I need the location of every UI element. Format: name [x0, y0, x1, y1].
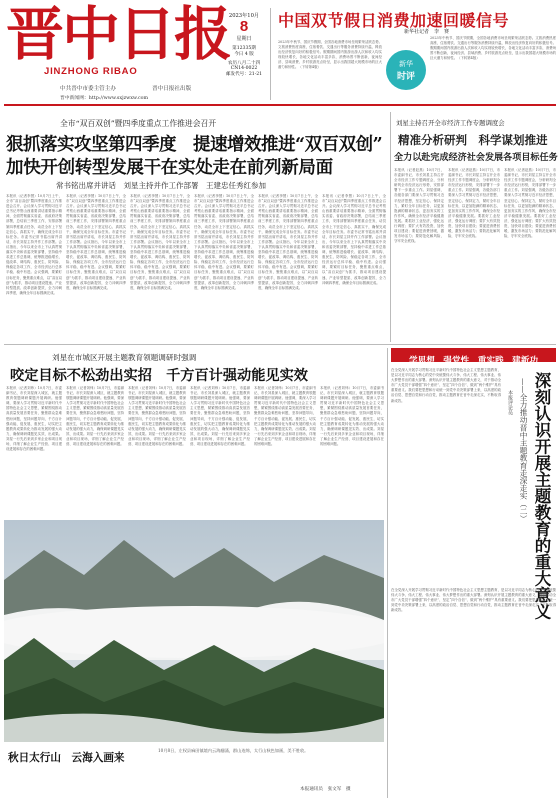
right-body-col-3: 本报讯（记者赵燕）10月7日，市委副书记、市长刘星主持召开全市经济工作专题调度会，分析研判全市经济运行形势，安排部署下一步重点工作。刘星强调，各级各部门要深入学习贯彻习近平经济思想，坚定信心、保持定力，紧盯全年目标任务，以更加饱满的精神状态、更加务实的工作作风，确保全市经济平稳健康发展。要抓好工业经济，强化运行调度；要扩大有效投资，加快项目建设；要促进消费回暖，激发市场活力；要防范化解风险，守牢安全底线。	[504, 168, 556, 239]
top-story-body-right: 2023年中秋节、国庆节假期，全国各地消费市场呈现繁荣活跃态势。文旅消费热度高涨，住宿餐饮、交通出行等服务消费持续升温，释放出经济恢复向好的积极信号。假期期间国内旅游出游人次和收入均实现较快增长，各地文化活动丰富多彩，消费场景不断创新，夜间经济、县域消费、乡村旅游亮点纷呈，显示出我国超大规模市场的巨大潜力和韧性。（下转第4版）	[430, 36, 556, 61]
commentary-title: 深刻认识开展主题教育的重大意义	[532, 372, 551, 620]
lead-body-col-4: 本报讯（记者李慧）10月7日上午，全市“双百双创”暨四季度重点工作推进会召开。会议深入学习贯彻习近平总书记考察山西重要讲话重要指示精神，全面贯彻落实省委、省政府决策部署，总结前三季度工作，安排部署第四季度重点任务，动员全市上下坚定信心、真抓实干，确保完成全年目标任务。市委书记常书铭出席并讲话，市长刘星主持并作工作部署。会议指出，今年以来全市上下认真贯彻落实中央和省委决策部署，坚持稳中求进工作总基调，统筹推进稳增长、促改革、调结构、惠民生、防风险、保稳定各项工作，全市经济运行总体平稳、稳中有进。会议强调，要紧盯目标任务，聚焦重点难点，以“双百双创”为抓手，推动项目建设提速、产业转型提质、改革创新提效，全力冲刺四季度，确保全年目标圆满完成。	[194, 194, 254, 290]
date-weekday: 星期日	[236, 36, 252, 42]
mid-body-col-5: 本报讯（记者刘炜）10月7日，市委副书记、市长刘星深入城区，就主题教育领题调研课题开展调研。他强调，要深入学习贯彻习近平新时代中国特色社会主义思想，紧紧围绕推动高质量发展首要任务，聚焦群众急难愁盼问题，坚持问题导向，千方百计强动能、促发展、惠民生，切实把主题教育成果转化为推动发展的强大动力，确保调研课题见实效、出成果。刘星一行先后来到多家企业和项目现场，详细了解企业生产经营、项目建设进展和存在的困难问题。	[254, 386, 316, 447]
date-year-month: 2023年10月	[228, 13, 260, 19]
photo-credit: 本报通讯员 张文军 摄	[300, 787, 351, 792]
top-story-byline: 新华社记者 李 赛	[404, 29, 450, 35]
mid-kicker: 刘星在市城区开展主题教育领题调研时强调	[52, 353, 197, 362]
landscape-photo-art	[4, 520, 384, 742]
top-story-title: 中国双节假日消费加速回暖信号	[278, 11, 510, 30]
date-block	[221, 12, 267, 77]
masthead-pinyin: JINZHONG RIBAO	[44, 66, 138, 77]
mid-body-col-3: 本报讯（记者刘炜）10月7日，市委副书记、市长刘星深入城区，就主题教育领题调研课题开展调研。他强调，要深入学习贯彻习近平新时代中国特色社会主义思想，紧紧围绕推动高质量发展首要任务，聚焦群众急难愁盼问题，坚持问题导向，千方百计强动能、促发展、惠民生，切实把主题教育成果转化为推动发展的强大动力，确保调研课题见实效、出成果。刘星一行先后来到多家企业和项目现场，详细了解企业生产经营、项目建设进展和存在的困难问题。	[128, 386, 186, 447]
lead-body-col-2: 本报讯（记者李慧）10月7日上午，全市“双百双创”暨四季度重点工作推进会召开。会议深入学习贯彻习近平总书记考察山西重要讲话重要指示精神，全面贯彻落实省委、省政府决策部署，总结前三季度工作，安排部署第四季度重点任务，动员全市上下坚定信心、真抓实干，确保完成全年目标任务。市委书记常书铭出席并讲话，市长刘星主持并作工作部署。会议指出，今年以来全市上下认真贯彻落实中央和省委决策部署，坚持稳中求进工作总基调，统筹推进稳增长、促改革、调结构、惠民生、防风险、保稳定各项工作，全市经济运行总体平稳、稳中有进。会议强调，要紧盯目标任务，聚焦重点难点，以“双百双创”为抓手，推动项目建设提速、产业转型提质、改革创新提效，全力冲刺四季度，确保全年目标圆满完成。	[66, 194, 126, 290]
lead-title-1: 狠抓落实攻坚第四季度 提速增效推进“双百双创”	[6, 135, 383, 155]
lunar-date: 农历八月二十四	[227, 61, 261, 66]
commentary-divider	[387, 348, 388, 798]
postal-code: 邮发代号：21-21	[225, 72, 263, 77]
date-day: 8	[239, 18, 249, 35]
masthead-org: 中共晋中市委主管主办	[60, 86, 116, 92]
issue-total: 第12335期	[232, 46, 256, 51]
issue-pages: 今日 4 版	[234, 52, 254, 57]
commentary-body-col-2: 在全党深入开展学习贯彻习近平新时代中国特色社会主义思想主题教育，是以习近平同志为核心的党中央统揽伟大斗争、伟大工程、伟大事业、伟大梦想作出的重大部署。深刻认识开展主题教育的重大意义，对于推动全市广大党员干部增强“四个意识”、坚定“四个自信”、做到“两个维护”具有重要意义。我们要把思想和行动统一到党中央决策部署上来，以高度的政治自觉、思想自觉和行动自觉，推动主题教育在晋中走深走实，不断取得新成效。	[391, 588, 556, 613]
commentary-body-col-1: 在全党深入开展学习贯彻习近平新时代中国特色社会主义思想主题教育，是以习近平同志为核心的党中央统揽伟大斗争、伟大工程、伟大事业、伟大梦想作出的重大部署。深刻认识开展主题教育的重大意义，对于推动全市广大党员干部增强“四个意识”、坚定“四个自信”、做到“两个维护”具有重要意义。我们要把思想和行动统一到党中央决策部署上来，以高度的政治自觉、思想自觉和行动自觉，推动主题教育在晋中走深走实，不断取得新成效。	[391, 368, 501, 403]
commentary-subtitle: ——全力推动晋中主题教育走深走实（二）	[519, 378, 528, 523]
mid-body-col-1: 本报讯（记者刘炜）10月7日，市委副书记、市长刘星深入城区，就主题教育领题调研课题开展调研。他强调，要深入学习贯彻习近平新时代中国特色社会主义思想，紧紧围绕推动高质量发展首要任务，聚焦群众急难愁盼问题，坚持问题导向，千方百计强动能、促发展、惠民生，切实把主题教育成果转化为推动发展的强大动力，确保调研课题见实效、出成果。刘星一行先后来到多家企业和项目现场，详细了解企业生产经营、项目建设进展和存在的困难问题。	[6, 386, 62, 452]
landscape-photo	[4, 520, 384, 742]
lead-body-col-1: 本报讯（记者李慧）10月7日上午，全市“双百双创”暨四季度重点工作推进会召开。会议深入学习贯彻习近平总书记考察山西重要讲话重要指示精神，全面贯彻落实省委、省政府决策部署，总结前三季度工作，安排部署第四季度重点任务，动员全市上下坚定信心、真抓实干，确保完成全年目标任务。市委书记常书铭出席并讲话，市长刘星主持并作工作部署。会议指出，今年以来全市上下认真贯彻落实中央和省委决策部署，坚持稳中求进工作总基调，统筹推进稳增长、促改革、调结构、惠民生、防风险、保稳定各项工作，全市经济运行总体平稳、稳中有进。会议强调，要紧盯目标任务，聚焦重点难点，以“双百双创”为抓手，推动项目建设提速、产业转型提质、改革创新提效，全力冲刺四季度，确保全年目标圆满完成。	[6, 194, 62, 295]
mid-title: 咬定目标不松劲出实招 千方百计强动能见实效	[10, 368, 308, 384]
mid-body-col-4: 本报讯（记者刘炜）10月7日，市委副书记、市长刘星深入城区，就主题教育领题调研课题开展调研。他强调，要深入学习贯彻习近平新时代中国特色社会主义思想，紧紧围绕推动高质量发展首要任务，聚焦群众急难愁盼问题，坚持问题导向，千方百计强动能、促发展、惠民生，切实把主题教育成果转化为推动发展的强大动力，确保调研课题见实效、出成果。刘星一行先后来到多家企业和项目现场，详细了解企业生产经营、项目建设进展和存在的困难问题。	[190, 386, 250, 447]
masthead-rule	[4, 104, 556, 106]
theme-banner	[391, 348, 556, 366]
xinhua-commentary-badge	[386, 50, 426, 90]
lead-byline: 常书铭出席并讲话 刘星主持并作工作部署 王建忠任秀红参加	[56, 181, 266, 190]
lead-kicker: 全市“双百双创”暨四季度重点工作推进会召开	[60, 119, 217, 128]
theme-banner-text: 学思想 强党性 重实践 建新功	[409, 356, 538, 366]
column-divider	[390, 112, 391, 342]
masthead-website: 晋中新闻网：http://www.sxjzwxw.com	[60, 96, 149, 101]
photo-description: 10月8日，左权县麻田镇境内云海翻涌，群山连绵，太行山秋色如画，美不胜收。	[158, 748, 309, 753]
masthead-divider-v	[270, 8, 271, 100]
cn-number: CN14-0022	[230, 66, 258, 71]
lead-body-col-5: 本报讯（记者李慧）10月7日上午，全市“双百双创”暨四季度重点工作推进会召开。会议深入学习贯彻习近平总书记考察山西重要讲话重要指示精神，全面贯彻落实省委、省政府决策部署，总结前三季度工作，安排部署第四季度重点任务，动员全市上下坚定信心、真抓实干，确保完成全年目标任务。市委书记常书铭出席并讲话，市长刘星主持并作工作部署。会议指出，今年以来全市上下认真贯彻落实中央和省委决策部署，坚持稳中求进工作总基调，统筹推进稳增长、促改革、调结构、惠民生、防风险、保稳定各项工作，全市经济运行总体平稳、稳中有进。会议强调，要紧盯目标任务，聚焦重点难点，以“双百双创”为抓手，推动项目建设提速、产业转型提质、改革创新提效，全力冲刺四季度，确保全年目标圆满完成。	[258, 194, 318, 290]
lead-body-col-3: 本报讯（记者李慧）10月7日上午，全市“双百双创”暨四季度重点工作推进会召开。会议深入学习贯彻习近平总书记考察山西重要讲话重要指示精神，全面贯彻落实省委、省政府决策部署，总结前三季度工作，安排部署第四季度重点任务，动员全市上下坚定信心、真抓实干，确保完成全年目标任务。市委书记常书铭出席并讲话，市长刘星主持并作工作部署。会议指出，今年以来全市上下认真贯彻落实中央和省委决策部署，坚持稳中求进工作总基调，统筹推进稳增长、促改革、调结构、惠民生、防风险、保稳定各项工作，全市经济运行总体平稳、稳中有进。会议强调，要紧盯目标任务，聚焦重点难点，以“双百双创”为抓手，推动项目建设提速、产业转型提质、改革创新提效，全力冲刺四季度，确保全年目标圆满完成。	[130, 194, 190, 290]
right-title-2: 全力以赴完成经济社会发展各项目标任务	[394, 152, 558, 163]
right-kicker: 刘星主持召开全市经济工作专题调度会	[396, 119, 505, 127]
mid-body-col-6: 本报讯（记者刘炜）10月7日，市委副书记、市长刘星深入城区，就主题教育领题调研课题开展调研。他强调，要深入学习贯彻习近平新时代中国特色社会主义思想，紧紧围绕推动高质量发展首要任务，聚焦群众急难愁盼问题，坚持问题导向，千方百计强动能、促发展、惠民生，切实把主题教育成果转化为推动发展的强大动力，确保调研课题见实效、出成果。刘星一行先后来到多家企业和项目现场，详细了解企业生产经营、项目建设进展和存在的困难问题。	[320, 386, 384, 447]
mid-body-col-2: 本报讯（记者刘炜）10月7日，市委副书记、市长刘星深入城区，就主题教育领题调研课题开展调研。他强调，要深入学习贯彻习近平新时代中国特色社会主义思想，紧紧围绕推动高质量发展首要任务，聚焦群众急难愁盼问题，坚持问题导向，千方百计强动能、促发展、惠民生，切实把主题教育成果转化为推动发展的强大动力，确保调研课题见实效、出成果。刘星一行先后来到多家企业和项目现场，详细了解企业生产经营、项目建设进展和存在的困难问题。	[66, 386, 124, 447]
commentary-author: 本报评论员	[507, 390, 513, 415]
lead-body-col-6: 本报讯（记者李慧）10月7日上午，全市“双百双创”暨四季度重点工作推进会召开。会议深入学习贯彻习近平总书记考察山西重要讲话重要指示精神，全面贯彻落实省委、省政府决策部署，总结前三季度工作，安排部署第四季度重点任务，动员全市上下坚定信心、真抓实干，确保完成全年目标任务。市委书记常书铭出席并讲话，市长刘星主持并作工作部署。会议指出，今年以来全市上下认真贯彻落实中央和省委决策部署，坚持稳中求进工作总基调，统筹推进稳增长、促改革、调结构、惠民生、防风险、保稳定各项工作，全市经济运行总体平稳、稳中有进。会议强调，要紧盯目标任务，聚焦重点难点，以“双百双创”为抓手，推动项目建设提速、产业转型提质、改革创新提效，全力冲刺四季度，确保全年目标圆满完成。	[322, 194, 386, 285]
right-title-1: 精准分析研判 科学谋划推进	[398, 133, 548, 147]
lead-title-2: 加快开创转型发展干在实处走在前列新局面	[6, 158, 333, 178]
section-divider	[4, 344, 556, 345]
photo-caption-title: 秋日太行山 云海入画来	[8, 752, 125, 764]
masthead-logo: 晋中日报	[6, 0, 231, 68]
badge-top-text: 新华	[399, 60, 413, 68]
top-story-body-left: 2023年中秋节、国庆节假期，全国各地消费市场呈现繁荣活跃态势。文旅消费热度高涨，住宿餐饮、交通出行等服务消费持续升温，释放出经济恢复向好的积极信号。假期期间国内旅游出游人次和收入均实现较快增长，各地文化活动丰富多彩，消费场景不断创新，夜间经济、县域消费、乡村旅游亮点纷呈，显示出我国超大规模市场的巨大潜力和韧性。（下转第4版）	[278, 40, 382, 70]
right-body-col-1: 本报讯（记者赵燕）10月7日，市委副书记、市长刘星主持召开全市经济工作专题调度会，分析研判全市经济运行形势，安排部署下一步重点工作。刘星强调，各级各部门要深入学习贯彻习近平经济思想，坚定信心、保持定力，紧盯全年目标任务，以更加饱满的精神状态、更加务实的工作作风，确保全市经济平稳健康发展。要抓好工业经济，强化运行调度；要扩大有效投资，加快项目建设；要促进消费回暖，激发市场活力；要防范化解风险，守牢安全底线。	[394, 168, 444, 244]
masthead-org2: 晋中日报社出版	[152, 86, 192, 92]
badge-bottom-text: 时评	[396, 72, 415, 82]
right-body-col-2: 本报讯（记者赵燕）10月7日，市委副书记、市长刘星主持召开全市经济工作专题调度会，分析研判全市经济运行形势，安排部署下一步重点工作。刘星强调，各级各部门要深入学习贯彻习近平经济思想，坚定信心、保持定力，紧盯全年目标任务，以更加饱满的精神状态、更加务实的工作作风，确保全市经济平稳健康发展。要抓好工业经济，强化运行调度；要扩大有效投资，加快项目建设；要促进消费回暖，激发市场活力；要防范化解风险，守牢安全底线。	[448, 168, 500, 239]
